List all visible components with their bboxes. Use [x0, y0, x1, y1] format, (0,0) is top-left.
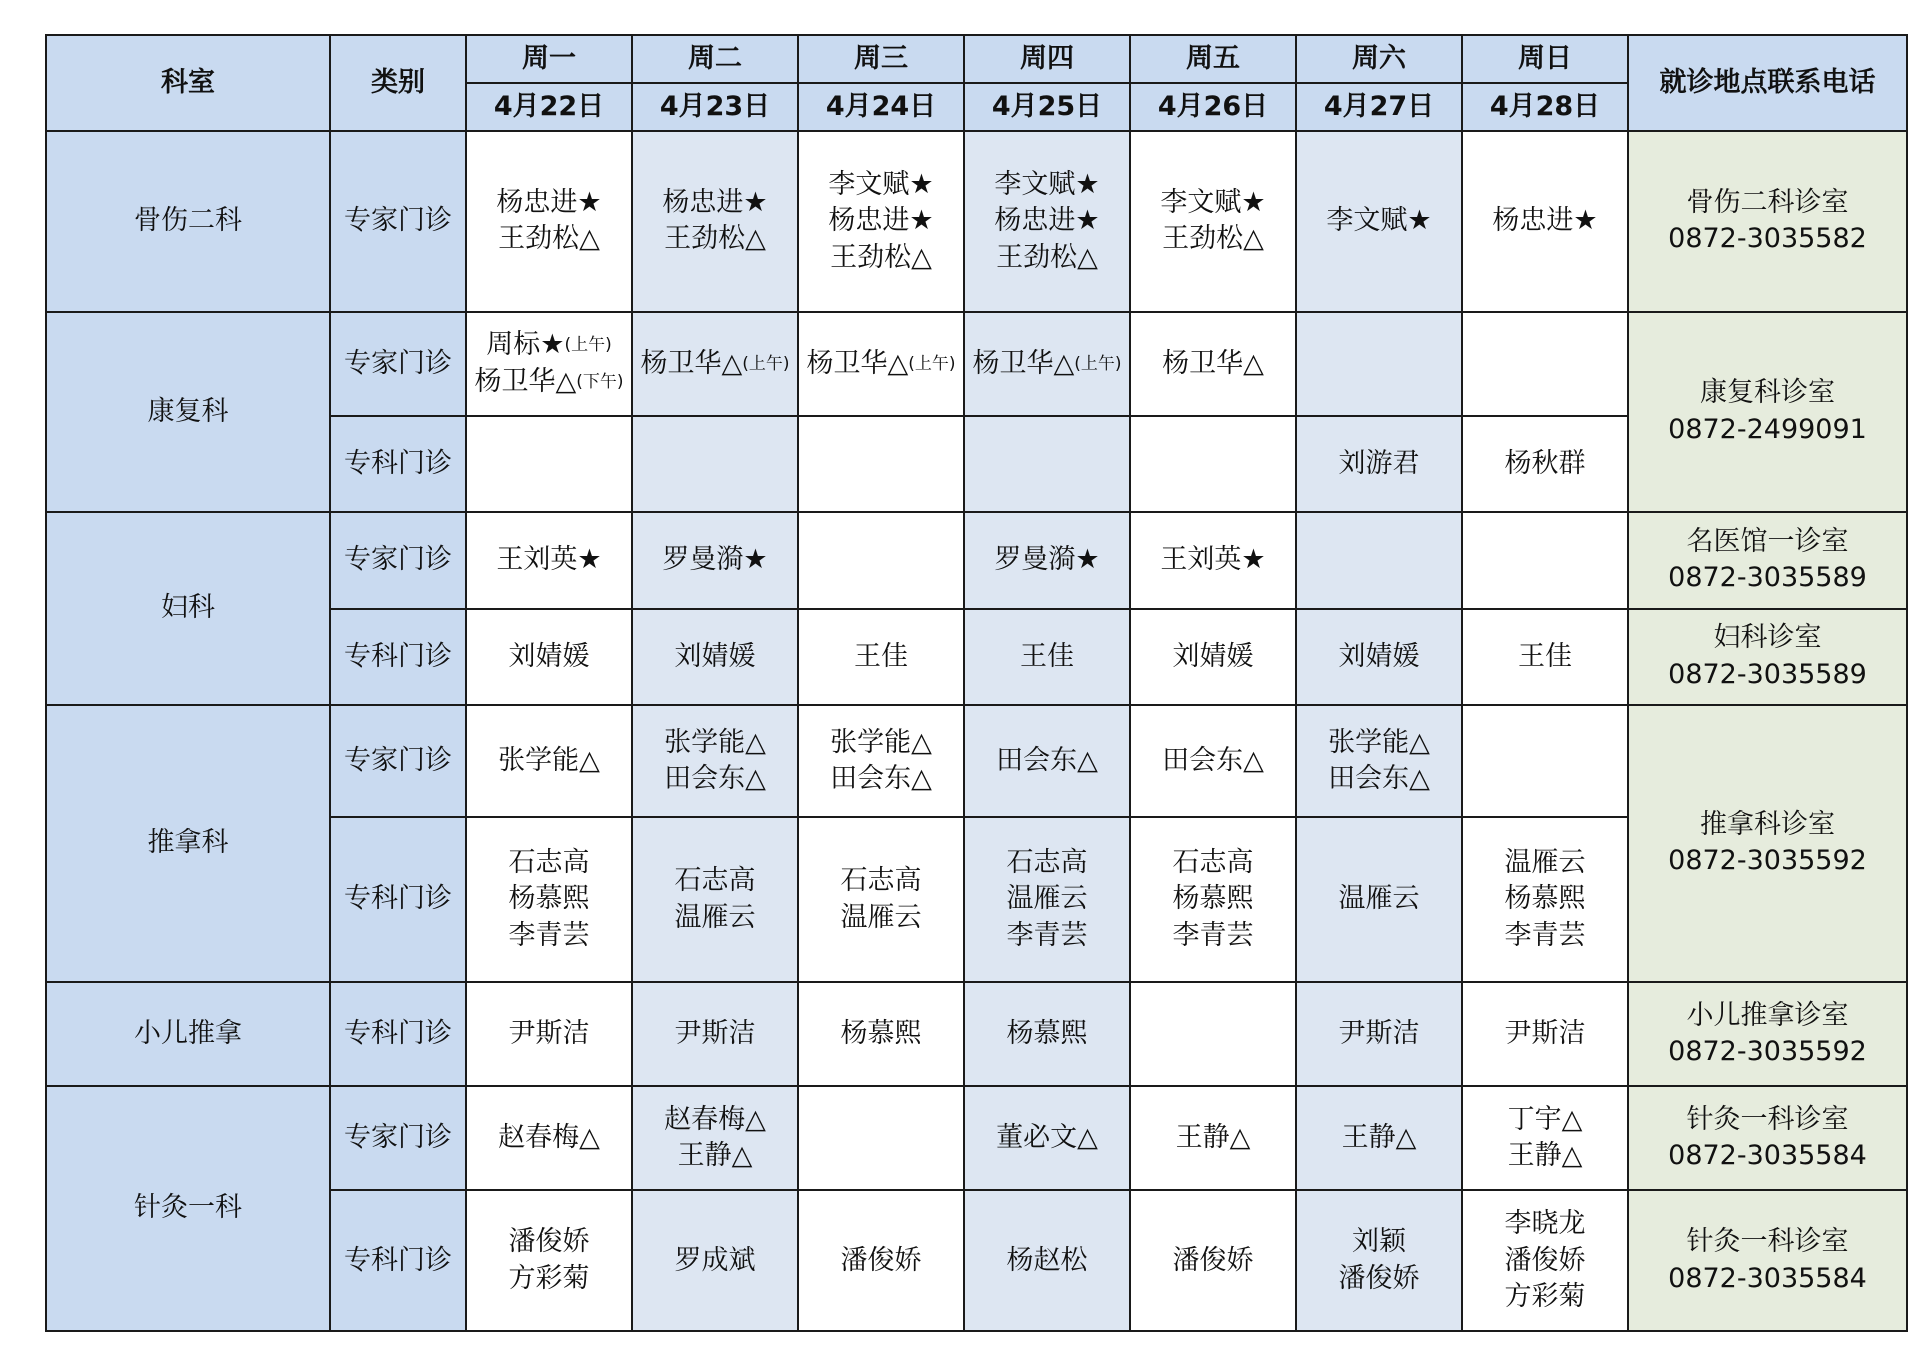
doctor-entry: 方彩菊	[508, 1262, 590, 1294]
doctor-entry: 石志高	[674, 865, 756, 897]
header-date-wed: 4月24日	[798, 83, 964, 131]
doctor-entry: 丁宇△	[1507, 1103, 1583, 1135]
doctor-entry: 杨卫华△	[1162, 347, 1264, 379]
dept-cell: 骨伤二科	[46, 131, 330, 312]
header-date-mon: 4月22日	[466, 83, 632, 131]
doctor-entry	[469, 327, 629, 363]
clinic-room: 妇科诊室	[1713, 622, 1822, 654]
doctor-entry: 田会东△	[664, 763, 766, 795]
doctor-entry: 潘俊娇	[1504, 1244, 1586, 1276]
schedule-cell-fri	[1130, 512, 1296, 608]
schedule-cell-wed	[798, 1190, 964, 1331]
doctor-entry: 王劲松△	[1162, 223, 1264, 255]
doctor-entry: 王佳	[1020, 640, 1074, 672]
doctor-entry: 石志高	[840, 865, 922, 897]
doctor-entry: 杨慕熙	[840, 1017, 922, 1049]
schedule-cell-wed	[798, 312, 964, 416]
location-cell	[1628, 705, 1907, 982]
doctor-entry: 方彩菊	[1504, 1280, 1586, 1312]
schedule-cell-wed	[798, 609, 964, 705]
clinic-room: 名医馆一诊室	[1686, 525, 1849, 557]
table-row	[46, 705, 1907, 817]
clinic-room: 骨伤二科诊室	[1686, 186, 1849, 218]
category-cell: 专家门诊	[330, 512, 466, 608]
schedule-cell-thu	[964, 705, 1130, 817]
schedule-cell-mon	[466, 705, 632, 817]
doctor-entry: 罗成斌	[674, 1244, 756, 1276]
schedule-cell-fri	[1130, 312, 1296, 416]
table-row	[46, 131, 1907, 312]
header-location: 就诊地点联系电话	[1628, 35, 1907, 131]
schedule-cell-sat	[1296, 705, 1462, 817]
schedule-cell-wed	[798, 416, 964, 512]
doctor-entry: 温雁云	[1006, 883, 1088, 915]
session-note: (上午)	[908, 353, 956, 374]
doctor-entry: 王静△	[1341, 1122, 1417, 1154]
header-date-fri: 4月26日	[1130, 83, 1296, 131]
clinic-phone: 0872-3035592	[1668, 1035, 1867, 1067]
doctor-entry: 罗曼漪★	[662, 544, 768, 576]
location-cell	[1628, 1086, 1907, 1190]
schedule-cell-wed	[798, 512, 964, 608]
doctor-entry: 刘婧媛	[1172, 640, 1254, 672]
doctor-entry: 杨秋群	[1504, 447, 1586, 479]
schedule-cell-fri	[1130, 1086, 1296, 1190]
doctor-entry	[469, 364, 629, 400]
schedule-cell-tue	[632, 817, 798, 982]
doctor-entry: 刘颖	[1352, 1226, 1406, 1258]
doctor-name: 杨卫华△	[474, 365, 577, 397]
schedule-cell-tue	[632, 705, 798, 817]
header-date-tue: 4月23日	[632, 83, 798, 131]
doctor-entry: 王静△	[677, 1140, 753, 1172]
doctor-entry: 杨慕熙	[1006, 1017, 1088, 1049]
table-row	[46, 1086, 1907, 1190]
clinic-phone: 0872-3035589	[1668, 658, 1867, 690]
doctor-entry: 赵春梅△	[664, 1103, 766, 1135]
doctor-name: 杨卫华△	[806, 347, 909, 379]
doctor-entry: 温雁云	[1338, 883, 1420, 915]
schedule-cell-tue	[632, 1190, 798, 1331]
session-note: (下午)	[576, 371, 624, 392]
doctor-entry	[801, 346, 961, 382]
schedule-cell-tue	[632, 982, 798, 1086]
clinic-room: 康复科诊室	[1700, 377, 1835, 409]
doctor-entry: 杨忠进★	[662, 186, 768, 218]
doctor-entry: 王佳	[854, 640, 908, 672]
doctor-entry: 张学能△	[1328, 726, 1430, 758]
schedule-cell-sat	[1296, 982, 1462, 1086]
schedule-cell-sun	[1462, 1190, 1628, 1331]
schedule-cell-wed	[798, 705, 964, 817]
table-row	[46, 312, 1907, 416]
schedule-cell-wed	[798, 817, 964, 982]
doctor-entry: 李文赋★	[994, 168, 1100, 200]
clinic-room: 小儿推拿诊室	[1686, 999, 1849, 1031]
schedule-cell-mon	[466, 416, 632, 512]
header-day-fri: 周五	[1130, 35, 1296, 83]
schedule-cell-sat	[1296, 312, 1462, 416]
clinic-phone: 0872-3035592	[1668, 845, 1867, 877]
doctor-entry: 王静△	[1175, 1122, 1251, 1154]
schedule-cell-wed	[798, 982, 964, 1086]
doctor-entry: 田会东△	[996, 744, 1098, 776]
clinic-phone: 0872-2499091	[1668, 413, 1867, 445]
doctor-entry: 潘俊娇	[1172, 1244, 1254, 1276]
schedule-cell-tue	[632, 1086, 798, 1190]
schedule-cell-tue	[632, 609, 798, 705]
category-cell: 专科门诊	[330, 416, 466, 512]
dept-cell: 推拿科	[46, 705, 330, 982]
schedule-cell-sat	[1296, 1086, 1462, 1190]
category-cell: 专科门诊	[330, 1190, 466, 1331]
doctor-entry: 王劲松△	[498, 223, 600, 255]
doctor-entry: 杨赵松	[1006, 1244, 1088, 1276]
doctor-entry: 王刘英★	[496, 544, 602, 576]
category-cell: 专家门诊	[330, 1086, 466, 1190]
schedule-cell-thu	[964, 817, 1130, 982]
doctor-entry: 董必文△	[996, 1122, 1098, 1154]
doctor-entry: 罗曼漪★	[994, 544, 1100, 576]
header-day-mon: 周一	[466, 35, 632, 83]
schedule-cell-fri	[1130, 705, 1296, 817]
doctor-entry: 刘游君	[1338, 447, 1420, 479]
schedule-cell-fri	[1130, 416, 1296, 512]
schedule-cell-thu	[964, 982, 1130, 1086]
session-note: (上午)	[1074, 353, 1122, 374]
doctor-entry: 刘婧媛	[508, 640, 590, 672]
location-cell	[1628, 1190, 1907, 1331]
schedule-cell-thu	[964, 312, 1130, 416]
schedule-cell-tue	[632, 512, 798, 608]
schedule-cell-sat	[1296, 416, 1462, 512]
doctor-entry: 李文赋★	[1326, 205, 1432, 237]
schedule-cell-mon	[466, 1190, 632, 1331]
doctor-entry: 温雁云	[674, 901, 756, 933]
doctor-entry: 杨慕熙	[1504, 883, 1586, 915]
header-day-tue: 周二	[632, 35, 798, 83]
doctor-entry: 王佳	[1518, 640, 1572, 672]
schedule-cell-sun	[1462, 512, 1628, 608]
header-day-wed: 周三	[798, 35, 964, 83]
category-cell: 专科门诊	[330, 982, 466, 1086]
doctor-entry: 石志高	[508, 846, 590, 878]
dept-cell: 小儿推拿	[46, 982, 330, 1086]
schedule-cell-sun	[1462, 131, 1628, 312]
schedule-cell-mon	[466, 131, 632, 312]
schedule-cell-sun	[1462, 817, 1628, 982]
location-cell	[1628, 131, 1907, 312]
schedule-cell-mon	[466, 982, 632, 1086]
schedule-cell-mon	[466, 817, 632, 982]
doctor-entry: 田会东△	[1328, 763, 1430, 795]
schedule-cell-mon	[466, 609, 632, 705]
schedule-cell-tue	[632, 416, 798, 512]
doctor-name: 杨卫华△	[972, 347, 1075, 379]
doctor-entry: 王劲松△	[664, 223, 766, 255]
clinic-phone: 0872-3035584	[1668, 1262, 1867, 1294]
table-row	[46, 512, 1907, 608]
table-row	[46, 982, 1907, 1086]
clinic-phone: 0872-3035582	[1668, 223, 1867, 255]
doctor-entry: 尹斯洁	[674, 1017, 756, 1049]
location-cell	[1628, 312, 1907, 513]
schedule-cell-fri	[1130, 817, 1296, 982]
header-day-sun: 周日	[1462, 35, 1628, 83]
header-date-sat: 4月27日	[1296, 83, 1462, 131]
doctor-entry	[635, 346, 795, 382]
schedule-cell-thu	[964, 131, 1130, 312]
doctor-entry: 杨忠进★	[828, 205, 934, 237]
doctor-entry: 李青芸	[1504, 919, 1586, 951]
header-date-sun: 4月28日	[1462, 83, 1628, 131]
dept-cell: 康复科	[46, 312, 330, 513]
doctor-entry: 温雁云	[840, 901, 922, 933]
dept-cell: 妇科	[46, 512, 330, 705]
schedule-cell-fri	[1130, 609, 1296, 705]
schedule-cell-tue	[632, 131, 798, 312]
dept-cell: 针灸一科	[46, 1086, 330, 1331]
schedule-cell-fri	[1130, 1190, 1296, 1331]
schedule-cell-wed	[798, 1086, 964, 1190]
doctor-name: 杨卫华△	[640, 347, 743, 379]
doctor-entry	[967, 346, 1127, 382]
schedule-cell-sat	[1296, 817, 1462, 982]
schedule-cell-sun	[1462, 609, 1628, 705]
doctor-entry: 王劲松△	[996, 241, 1098, 273]
schedule-cell-thu	[964, 1190, 1130, 1331]
schedule-cell-sat	[1296, 1190, 1462, 1331]
header-row-days	[46, 35, 1907, 83]
doctor-entry: 潘俊娇	[1338, 1262, 1420, 1294]
doctor-entry: 石志高	[1172, 846, 1254, 878]
doctor-entry: 田会东△	[1162, 744, 1264, 776]
schedule-cell-fri	[1130, 131, 1296, 312]
doctor-entry: 田会东△	[830, 763, 932, 795]
location-cell	[1628, 609, 1907, 705]
doctor-entry: 李青芸	[1006, 919, 1088, 951]
schedule-cell-sun	[1462, 1086, 1628, 1190]
doctor-entry: 杨慕熙	[1172, 883, 1254, 915]
doctor-entry: 李文赋★	[1160, 186, 1266, 218]
schedule-body	[46, 131, 1907, 1331]
doctor-entry: 李文赋★	[828, 168, 934, 200]
schedule-cell-sun	[1462, 312, 1628, 416]
category-cell: 专家门诊	[330, 312, 466, 416]
doctor-entry: 张学能△	[664, 726, 766, 758]
schedule-cell-thu	[964, 512, 1130, 608]
clinic-phone: 0872-3035589	[1668, 562, 1867, 594]
clinic-room: 针灸一科诊室	[1686, 1103, 1849, 1135]
schedule-cell-fri	[1130, 982, 1296, 1086]
location-cell	[1628, 982, 1907, 1086]
schedule-cell-mon	[466, 1086, 632, 1190]
clinic-room: 推拿科诊室	[1700, 808, 1835, 840]
category-cell: 专家门诊	[330, 131, 466, 312]
schedule-cell-sat	[1296, 609, 1462, 705]
doctor-entry: 杨忠进★	[1492, 205, 1598, 237]
doctor-entry: 石志高	[1006, 846, 1088, 878]
header-day-thu: 周四	[964, 35, 1130, 83]
schedule-cell-sun	[1462, 982, 1628, 1086]
doctor-entry: 刘婧媛	[1338, 640, 1420, 672]
doctor-entry: 王静△	[1507, 1140, 1583, 1172]
schedule-cell-thu	[964, 1086, 1130, 1190]
session-note: (上午)	[564, 335, 612, 356]
schedule-cell-thu	[964, 609, 1130, 705]
doctor-entry: 李晓龙	[1504, 1208, 1586, 1240]
doctor-entry: 尹斯洁	[1338, 1017, 1420, 1049]
schedule-cell-sat	[1296, 131, 1462, 312]
clinic-phone: 0872-3035584	[1668, 1140, 1867, 1172]
schedule-cell-sun	[1462, 416, 1628, 512]
doctor-entry: 赵春梅△	[498, 1122, 600, 1154]
category-cell: 专科门诊	[330, 609, 466, 705]
doctor-entry: 李青芸	[508, 919, 590, 951]
location-cell	[1628, 512, 1907, 608]
doctor-entry: 杨慕熙	[508, 883, 590, 915]
category-cell: 专家门诊	[330, 705, 466, 817]
doctor-entry: 杨忠进★	[496, 186, 602, 218]
doctor-entry: 李青芸	[1172, 919, 1254, 951]
clinic-schedule-table	[45, 34, 1908, 1332]
header-dept: 科室	[46, 35, 330, 131]
doctor-name: 周标★	[486, 329, 565, 361]
session-note: (上午)	[742, 353, 790, 374]
header-day-sat: 周六	[1296, 35, 1462, 83]
schedule-cell-tue	[632, 312, 798, 416]
clinic-room: 针灸一科诊室	[1686, 1226, 1849, 1258]
schedule-cell-wed	[798, 131, 964, 312]
category-cell: 专科门诊	[330, 817, 466, 982]
doctor-entry: 杨忠进★	[994, 205, 1100, 237]
doctor-entry: 潘俊娇	[508, 1226, 590, 1258]
doctor-entry: 潘俊娇	[840, 1244, 922, 1276]
schedule-cell-mon	[466, 512, 632, 608]
header-category: 类别	[330, 35, 466, 131]
doctor-entry: 张学能△	[498, 744, 600, 776]
doctor-entry: 刘婧媛	[674, 640, 756, 672]
doctor-entry: 张学能△	[830, 726, 932, 758]
doctor-entry: 尹斯洁	[1504, 1017, 1586, 1049]
schedule-cell-sun	[1462, 705, 1628, 817]
header-date-thu: 4月25日	[964, 83, 1130, 131]
schedule-cell-mon	[466, 312, 632, 416]
doctor-entry: 王劲松△	[830, 241, 932, 273]
doctor-entry: 温雁云	[1504, 846, 1586, 878]
schedule-cell-sat	[1296, 512, 1462, 608]
doctor-entry: 王刘英★	[1160, 544, 1266, 576]
schedule-cell-thu	[964, 416, 1130, 512]
doctor-entry: 尹斯洁	[508, 1017, 590, 1049]
